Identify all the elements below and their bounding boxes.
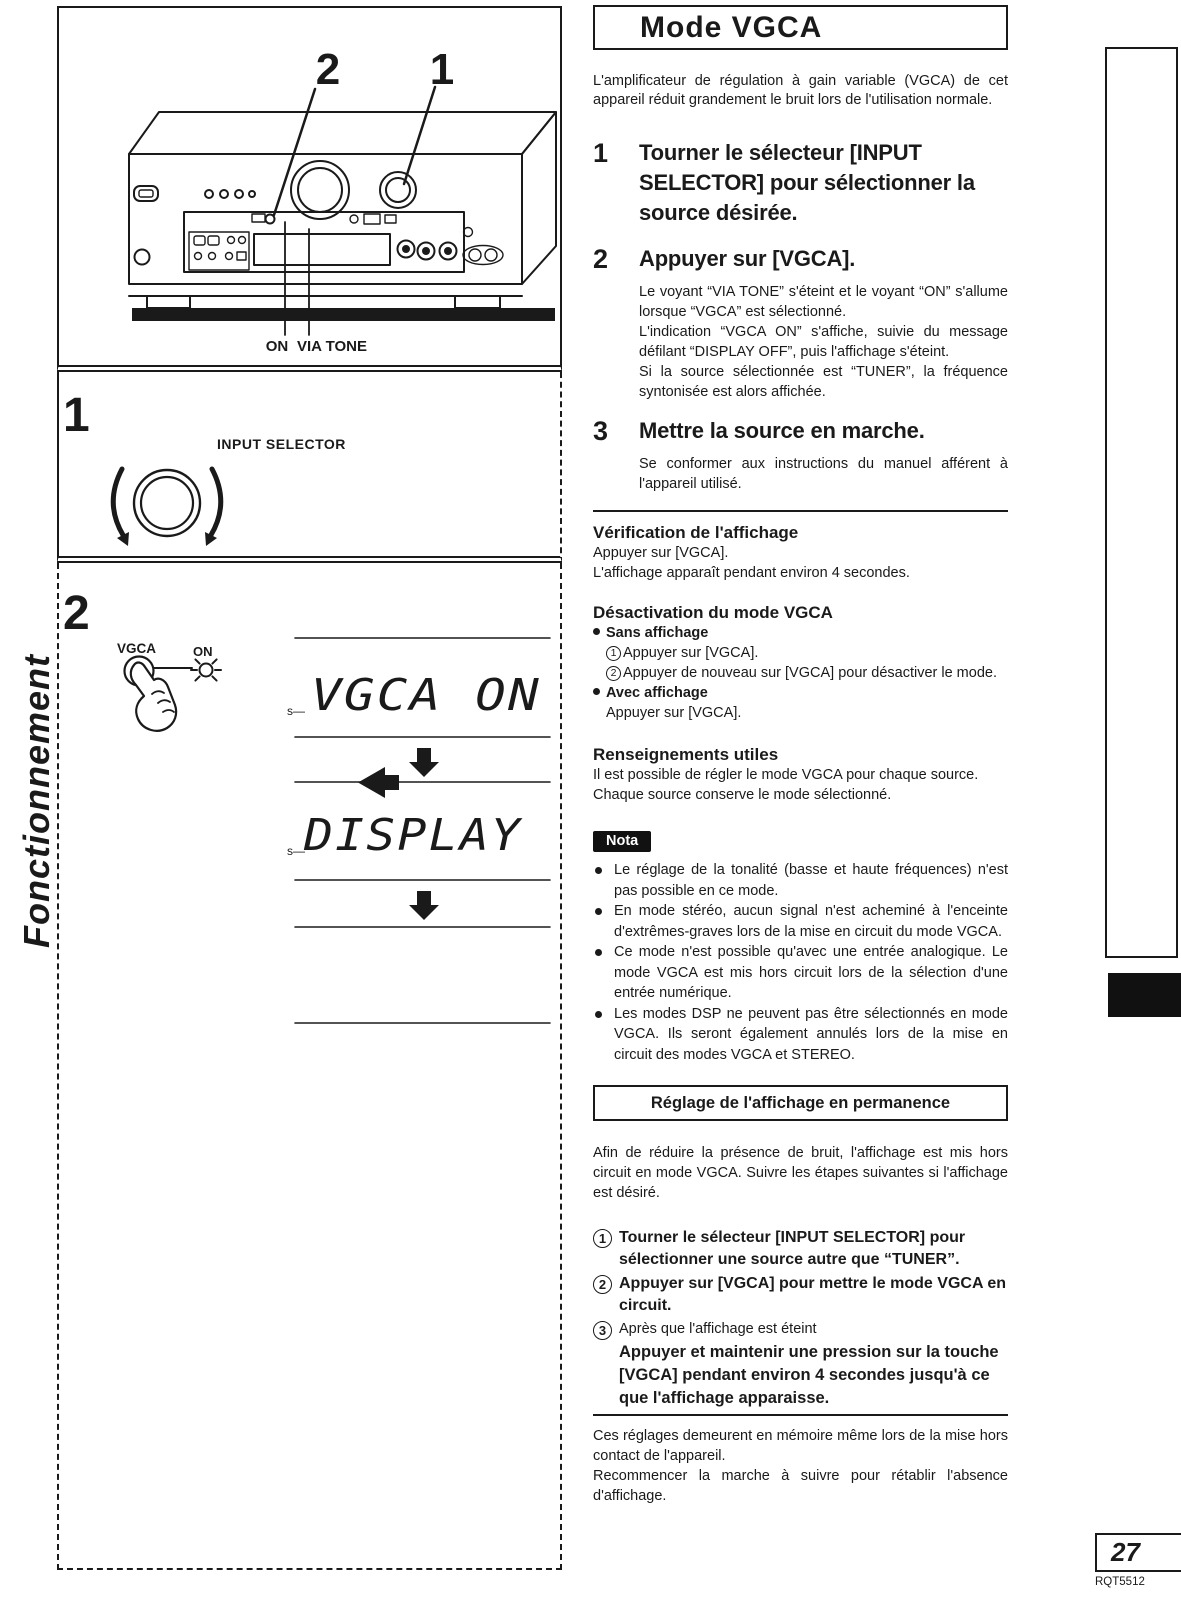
input-selector-label: INPUT SELECTOR — [217, 436, 346, 452]
note-list — [593, 860, 1008, 1065]
input-selector-figure — [59, 372, 560, 556]
on-label: ON — [265, 338, 289, 355]
body-text: Ces réglages demeurent en mémoire même lors de la mise hors contact de l'appareil. — [593, 1428, 1008, 1464]
callout-line-2 — [274, 89, 315, 215]
subsection-title: Renseignements utiles — [593, 745, 779, 764]
subsection-title: Désactivation du mode VGCA — [593, 603, 833, 622]
front-panel — [184, 212, 464, 272]
substep-text: Appuyer sur [VGCA]. — [623, 645, 759, 661]
numbered-item — [593, 1319, 1008, 1410]
section-divider — [593, 510, 1008, 512]
display-readout-vgca-on: VGCA ON — [311, 670, 541, 721]
arrow-left-icon — [358, 767, 399, 798]
item-text: Appuyer et maintenir une pression sur la touche [VGCA] pendant environ 4 secondes jusqu'à ce que l'affichage apparaisse. — [619, 1343, 999, 1407]
page-number: 27 — [1111, 1537, 1140, 1567]
step-body-text: Le voyant “VIA TONE” s'éteint et le voyant “ON” s'allume lorsque “VGCA” est sélectionné. — [639, 284, 1008, 320]
verification-section — [593, 523, 1008, 583]
receiver-figure — [59, 8, 559, 365]
option-substep — [606, 643, 1008, 663]
step-body-text: L'indication “VGCA ON” s'affiche, suivie du message défilant “DISPLAY OFF”, puis l'affichage s'éteint. — [639, 324, 1008, 360]
figure-step1-box — [57, 372, 562, 563]
receiver-top-face — [129, 112, 556, 154]
intro-paragraph: L'amplificateur de régulation à gain variable (VGCA) de cet appareil réduit grandement le bruit lors de l'utilisation normale. — [593, 73, 1008, 108]
note-badge: Nota — [593, 831, 651, 852]
receiver-foot — [455, 296, 500, 308]
circled-number-icon: 2 — [606, 666, 621, 681]
item-text: Tourner le sélecteur [INPUT SELECTOR] pour sélectionner une source autre que “TUNER”. — [619, 1229, 966, 1268]
callout-number-1: 1 — [429, 45, 455, 94]
step-3 — [593, 416, 1008, 494]
note-item: Ce mode n'est possible qu'avec une entrée analogique. Le mode VGCA est mis hors circuit lors de la sélection d'une entrée numérique. — [593, 942, 1008, 1004]
receiver-foot — [147, 296, 190, 308]
boxed-subsection-title: Réglage de l'affichage en permanence — [650, 1093, 951, 1112]
rotate-knob-icon — [113, 469, 221, 546]
step-heading: Mettre la source en marche. — [639, 418, 925, 443]
option-substep — [606, 663, 1008, 683]
vgca-button-label: VGCA — [117, 641, 157, 656]
circled-number-icon: 1 — [606, 646, 621, 661]
deactivation-section — [593, 603, 1008, 723]
circled-number-icon: 2 — [593, 1275, 612, 1294]
main-column — [593, 0, 1008, 1506]
option-label: Avec affichage — [606, 685, 708, 701]
body-text: Chaque source conserve le mode sélectionné. — [593, 787, 892, 803]
step-2 — [593, 244, 1008, 402]
step-heading: Tourner le sélecteur [INPUT SELECTOR] pour sélectionner la source désirée. — [639, 140, 975, 225]
on-indicator-label: ON — [193, 644, 213, 659]
body-text: Appuyer sur [VGCA]. — [593, 545, 729, 561]
phones-jacks — [398, 241, 457, 260]
section-divider — [593, 1414, 1008, 1416]
permanent-display-steps — [593, 1227, 1008, 1410]
figure-step2-box — [57, 563, 562, 1570]
note-item: Le réglage de la tonalité (basse et haute fréquences) n'est pas possible en ce mode. — [593, 860, 1008, 901]
figure-step-number: 1 — [63, 389, 90, 442]
bullet-icon — [593, 628, 600, 635]
arrow-down-icon — [409, 748, 439, 777]
circled-number-icon: 1 — [593, 1229, 612, 1248]
numbered-item — [593, 1227, 1008, 1271]
step-body-text: Si la source sélectionnée est “TUNER”, la fréquence syntonisée est alors affichée. — [639, 364, 1008, 400]
circled-number-icon: 3 — [593, 1321, 612, 1340]
substep-text: Appuyer de nouveau sur [VGCA] pour désactiver le mode. — [623, 665, 997, 681]
step-body-text: Se conformer aux instructions du manuel afférent à l'appareil utilisé. — [639, 456, 1008, 492]
step-number: 2 — [593, 244, 609, 274]
via-tone-label: VIA TONE — [297, 338, 368, 355]
arrow-down-icon — [409, 891, 439, 920]
body-text: Afin de réduire la présence de bruit, l'affichage est mis hors circuit en mode VGCA. Suivre les étapes suivantes si l'affichage est désiré. — [593, 1145, 1008, 1201]
display-edge-mark: s— — [287, 704, 305, 718]
option-item — [593, 683, 1008, 703]
callout-line-1 — [404, 87, 435, 184]
chapter-tab-label: Fonctionnement — [16, 654, 57, 948]
note-item: En mode stéréo, aucun signal n'est acheminé à l'enceinte d'extrêmes-graves lors de la mise en circuit du mode VGCA. — [593, 901, 1008, 942]
shadow — [132, 308, 555, 321]
display-window — [254, 234, 390, 265]
display-edge-mark: s— — [287, 844, 305, 858]
page-edge-tab — [1108, 973, 1181, 1017]
item-lead-text: Après que l'affichage est éteint — [619, 1321, 817, 1337]
device-figure-box — [57, 6, 562, 372]
power-button — [134, 186, 158, 201]
page-number-box — [1095, 1533, 1181, 1572]
volume-knob — [291, 161, 349, 219]
body-text: Il est possible de régler le mode VGCA pour chaque source. — [593, 767, 979, 783]
figure-step-number: 2 — [63, 587, 90, 640]
receiver-side-face — [522, 112, 556, 284]
note-item: Les modes DSP ne peuvent pas être sélectionnés en mode VGCA. Ils seront également annulés lors de la mise en circuit des modes VGCA et STEREO. — [593, 1004, 1008, 1066]
useful-info-section — [593, 745, 1008, 805]
substep-text: Appuyer sur [VGCA]. — [606, 705, 742, 721]
bullet-icon — [593, 688, 600, 695]
section-title-box — [593, 5, 1008, 50]
permanent-display-title-box — [593, 1085, 1008, 1121]
option-label: Sans affichage — [606, 625, 709, 641]
display-readout-display: DISPLAY — [302, 810, 523, 861]
numbered-item — [593, 1273, 1008, 1317]
body-text: Recommencer la marche à suivre pour rétablir l'absence d'affichage. — [593, 1468, 1008, 1504]
doc-code: RQT5512 — [1095, 1576, 1145, 1588]
memory-note — [593, 1426, 1008, 1506]
step-heading: Appuyer sur [VGCA]. — [639, 246, 856, 271]
blinking-on-indicator-icon — [191, 659, 221, 680]
body-text: L'affichage apparaît pendant environ 4 secondes. — [593, 565, 910, 581]
vgca-press-figure — [59, 563, 560, 1566]
item-text: Appuyer sur [VGCA] pour mettre le mode VGCA en circuit. — [619, 1275, 1007, 1314]
step-1 — [593, 138, 1008, 228]
page-title: Mode VGCA — [640, 10, 823, 44]
callout-number-2: 2 — [315, 45, 341, 94]
option-item — [593, 623, 1008, 643]
chapter-tab-box — [1105, 47, 1178, 958]
step-number: 3 — [593, 416, 609, 446]
step-number: 1 — [593, 138, 609, 168]
subsection-title: Vérification de l'affichage — [593, 523, 799, 542]
